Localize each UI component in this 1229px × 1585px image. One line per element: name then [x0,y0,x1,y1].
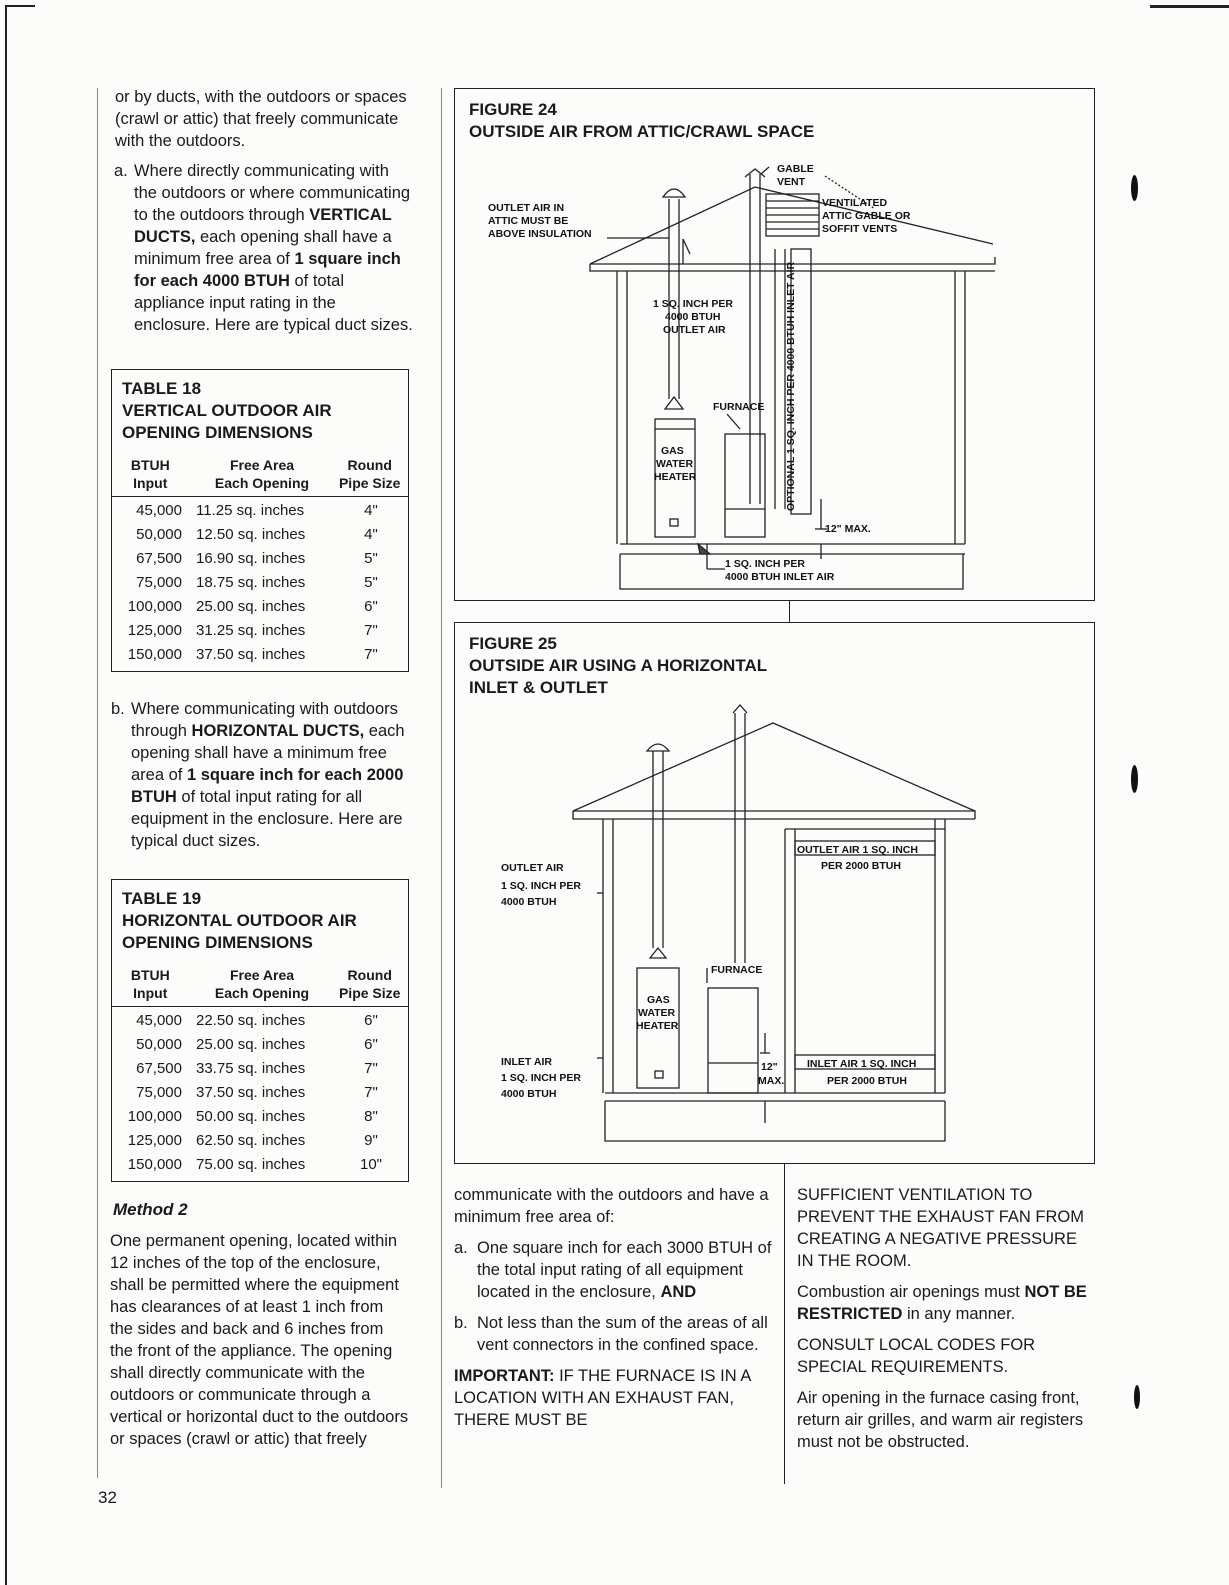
fig24-label-heater-1: GAS [661,445,684,457]
right-paragraph-4: Air opening in the furnace casing front, return air grilles, and warm air registers must not be obstructed. [797,1389,1084,1451]
list-label-b: b. [111,700,125,718]
figure-24-number: FIGURE 24 [469,100,557,119]
fig24-label-inlet-2: 4000 BTUH INLET AIR [725,571,835,583]
fig24-label-optional: OPTIONAL 1 SQ. INCH PER 4000 BTUH INLET AIR [785,261,797,511]
figure-24-title: OUTSIDE AIR FROM ATTIC/CRAWL SPACE [469,122,815,141]
fig25-label-outlet-left-3: 4000 BTUH [501,896,557,908]
figure-25-diagram [455,623,1096,1165]
list-body-a: Where directly communicating with the outdoors or where communicating to the outdoors through VERTICAL DUCTS, each opening shall have a minimum free area of 1 square inch for each 4000 BTUH of total appliance input rating in the enclosure. Here are typical duct sizes. [134,162,413,334]
fig24-label-soffit: SOFFIT VENTS [822,223,898,235]
table-row [112,643,408,667]
binder-hole-mark-1 [1131,175,1138,201]
table-cell-btuh: 50,000 [136,526,182,543]
table-cell-area: 31.25 sq. inches [196,622,306,639]
fig24-label-gable: GABLE [777,163,814,175]
fig24-label-outlet-3: OUTLET AIR [663,324,726,336]
scan-top-edge-left [5,5,35,7]
method-2-paragraph: One permanent opening, located within 12 inches of the top of the enclosure, shall be permitted where the equipment has clearances of at least 1 inch from the sides and back and 6 inches from the front of the appliance. The opening shall directly communicate with the outdoors or communicate through a vertical or horizontal duct to the outdoors or spaces (crawl or attic) that freely [110,1232,409,1448]
list-item-a [114,160,414,336]
table-cell-btuh: 100,000 [127,1108,182,1125]
intro-paragraph: or by ducts, with the outdoors or spaces (crawl or attic) that freely communicate with the outdoors. [115,88,407,150]
column-rule-middle [441,88,442,1488]
right-paragraph-1: SUFFICIENT VENTILATION TO PREVENT THE EXHAUST FAN FROM CREATING A NEGATIVE PRESSURE IN THE ROOM. [797,1186,1084,1270]
fig24-label-heater-2: WATER [656,458,694,470]
fig24-label-inlet-1: 1 SQ. INCH PER [725,558,805,570]
table-row [112,595,408,619]
table-row [112,1081,408,1105]
table-row [112,547,408,571]
table-row [112,1033,408,1057]
table-19-heading: TABLE 19 HORIZONTAL OUTDOOR AIR OPENING DIMENSIONS [122,889,357,952]
table-cell-btuh: 125,000 [127,1132,182,1149]
table-row [112,619,408,643]
fig25-label-12: 12" [761,1061,778,1073]
table-cell-area: 25.00 sq. inches [196,1036,306,1053]
table-18-heading: TABLE 18 VERTICAL OUTDOOR AIR OPENING DIMENSIONS [122,379,332,442]
table-cell-pipe: 7" [364,1084,378,1101]
table-cell-btuh: 45,000 [136,1012,182,1029]
table-cell-btuh: 125,000 [127,622,182,639]
table-cell-btuh: 67,500 [136,1060,182,1077]
column-rule-right [784,1164,785,1484]
scan-top-edge-right [1150,5,1229,8]
table-cell-area: 12.50 sq. inches [196,526,306,543]
middle-item-b: b. Not less than the sum of the areas of all vent connectors in the confined space. [454,1314,768,1354]
fig25-label-inlet-right-1: INLET AIR 1 SQ. INCH [807,1058,917,1070]
fig25-label-furnace: FURNACE [711,964,763,976]
page-number: 32 [98,1488,117,1507]
scan-left-edge [5,5,7,1585]
fig24-label-furnace: FURNACE [713,401,765,413]
table-row [112,571,408,595]
binder-hole-mark-2 [1131,765,1138,793]
fig24-label-outlet-1: 1 SQ. INCH PER [653,298,733,310]
table-cell-btuh: 150,000 [127,646,182,663]
fig24-label-vent: VENT [777,176,806,188]
right-paragraph-3: CONSULT LOCAL CODES FOR SPECIAL REQUIREMENTS. [797,1336,1036,1376]
table-cell-btuh: 100,000 [127,598,182,615]
figure-connector [789,601,790,623]
table-19-body [112,1007,408,1181]
figure-24 [454,88,1095,601]
list-body-b: Where communicating with outdoors through HORIZONTAL DUCTS, each opening shall have a minimum free area of 1 square inch for each 2000 BTUH of total input rating for all equipment in the enclosure. Here are typical duct sizes. [131,700,405,850]
table-cell-pipe: 6" [364,1012,378,1029]
table-cell-btuh: 50,000 [136,1036,182,1053]
table-cell-area: 50.00 sq. inches [196,1108,306,1125]
method-2-heading: Method 2 [113,1200,188,1219]
table-cell-pipe: 6" [364,598,378,615]
table-cell-area: 62.50 sq. inches [196,1132,306,1149]
figure-25-title: OUTSIDE AIR USING A HORIZONTAL [469,656,768,675]
table-cell-pipe: 8" [364,1108,378,1125]
table-cell-pipe: 5" [364,574,378,591]
column-rule-left [97,88,98,1478]
middle-item-a: a. One square inch for each 3000 BTUH of the total input rating of all equipment located in the enclosure, AND [454,1239,772,1301]
table-row [112,1009,408,1033]
fig25-label-inlet-left-1: INLET AIR [501,1056,552,1068]
table-18-column-headers: BTUH Input Free Area Each Opening Round Pipe Size [112,450,408,497]
table-row [112,1057,408,1081]
table-cell-pipe: 4" [364,526,378,543]
table-row [112,1153,408,1177]
table-cell-pipe: 7" [364,1060,378,1077]
list-label-a: a. [114,162,128,180]
table-cell-btuh: 75,000 [136,1084,182,1101]
fig25-label-outlet-left-2: 1 SQ. INCH PER [501,880,581,892]
fig25-label-max: MAX. [758,1075,785,1087]
fig24-label-outlet-2: 4000 BTUH [665,311,721,323]
binder-hole-mark-3 [1134,1385,1140,1409]
figure-24-diagram [455,89,1096,602]
middle-column [454,1184,774,1440]
table-cell-area: 25.00 sq. inches [196,598,306,615]
table-cell-pipe: 4" [364,502,378,519]
table-cell-btuh: 75,000 [136,574,182,591]
fig25-label-outlet-right-2: PER 2000 BTUH [821,860,901,872]
table-cell-pipe: 6" [364,1036,378,1053]
table-row [112,499,408,523]
list-item-b [111,698,411,852]
table-cell-area: 18.75 sq. inches [196,574,306,591]
table-row [112,523,408,547]
middle-intro: communicate with the outdoors and have a minimum free area of: [454,1186,769,1226]
figure-25-number: FIGURE 25 [469,634,557,653]
fig25-label-inlet-left-3: 4000 BTUH [501,1088,557,1100]
table-cell-btuh: 67,500 [136,550,182,567]
fig25-label-inlet-right-2: PER 2000 BTUH [827,1075,907,1087]
table-19 [111,879,409,1182]
fig25-label-heater-1: GAS [647,994,670,1006]
table-cell-area: 33.75 sq. inches [196,1060,306,1077]
fig24-label-attic-gable: ATTIC GABLE OR [822,210,911,222]
table-cell-area: 37.50 sq. inches [196,646,306,663]
figure-25 [454,622,1095,1164]
fig25-label-outlet-left-1: OUTLET AIR [501,862,564,874]
table-18 [111,369,409,672]
fig24-label-12max: 12" MAX. [825,523,871,535]
fig24-label-heater-3: HEATER [654,471,697,483]
table-cell-btuh: 150,000 [127,1156,182,1173]
fig25-label-inlet-left-2: 1 SQ. INCH PER [501,1072,581,1084]
table-cell-pipe: 7" [364,622,378,639]
table-18-body [112,497,408,671]
figure-25-title-2: INLET & OUTLET [469,678,608,697]
fig24-label-outlet-attic-2: ATTIC MUST BE [488,215,569,227]
table-cell-pipe: 10" [359,1156,382,1173]
important-note: IMPORTANT: IF THE FURNACE IS IN A LOCATION WITH AN EXHAUST FAN, THERE MUST BE [454,1367,751,1429]
table-cell-area: 75.00 sq. inches [196,1156,306,1173]
fig24-label-ventilated: VENTILATED [822,197,888,209]
table-cell-area: 16.90 sq. inches [196,550,306,567]
right-column [797,1184,1097,1462]
fig25-label-outlet-right-1: OUTLET AIR 1 SQ. INCH [797,844,918,856]
table-row [112,1105,408,1129]
table-cell-area: 37.50 sq. inches [196,1084,306,1101]
table-row [112,1129,408,1153]
right-paragraph-2: Combustion air openings must NOT BE RESTRICTED in any manner. [797,1283,1087,1323]
table-cell-pipe: 7" [364,646,378,663]
table-19-column-headers: BTUH Input Free Area Each Opening Round Pipe Size [112,960,408,1007]
fig24-label-outlet-attic-1: OUTLET AIR IN [488,202,565,214]
table-cell-area: 22.50 sq. inches [196,1012,306,1029]
fig25-label-heater-3: HEATER [636,1020,679,1032]
fig24-label-outlet-attic-3: ABOVE INSULATION [488,228,592,240]
fig25-label-heater-2: WATER [638,1007,676,1019]
table-cell-btuh: 45,000 [136,502,182,519]
table-cell-pipe: 9" [364,1132,378,1149]
table-cell-area: 11.25 sq. inches [196,502,305,519]
table-cell-pipe: 5" [364,550,378,567]
